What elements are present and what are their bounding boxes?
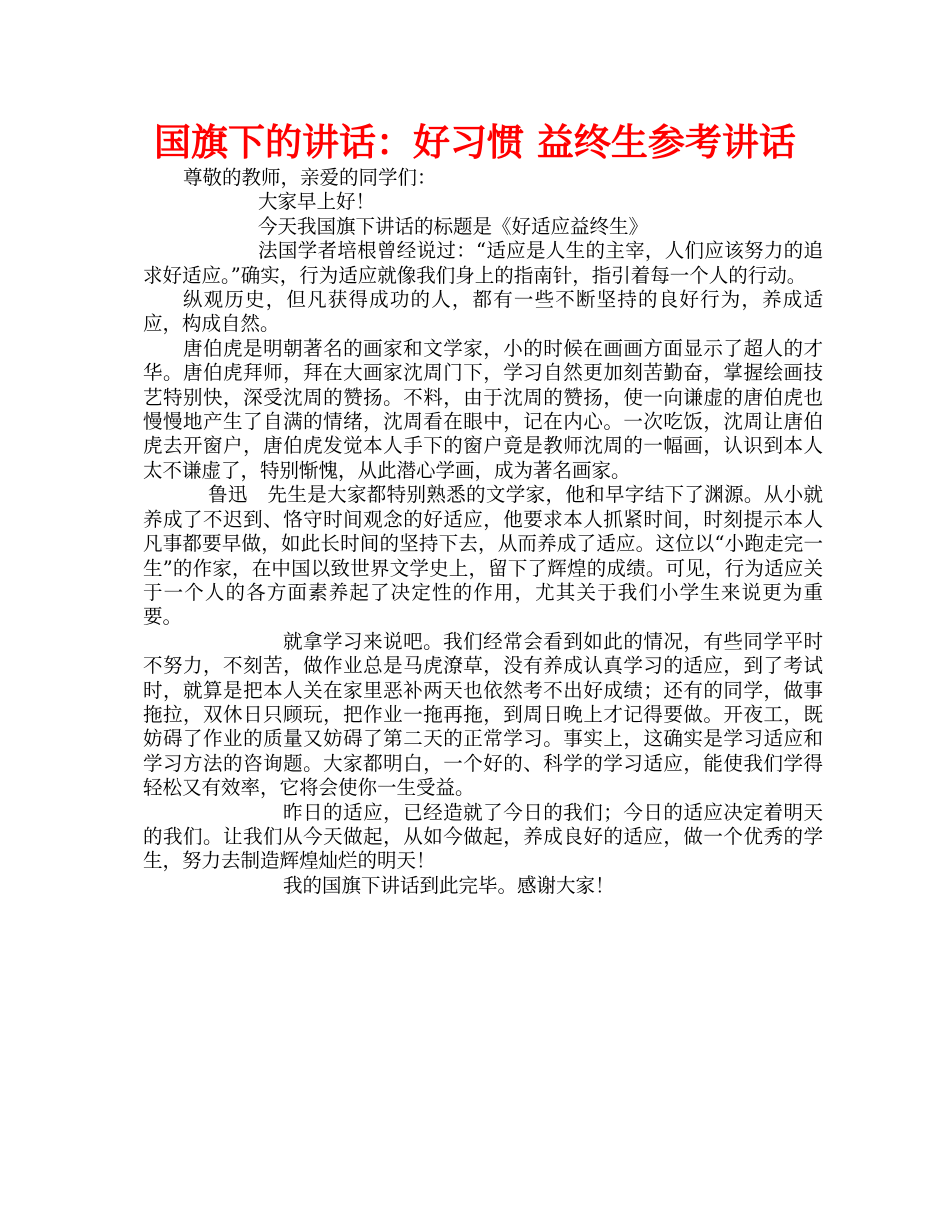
paragraph-lu-xun: 鲁迅 先生是大家都特别熟悉的文学家，他和早字结下了渊源。从小就养成了不迟到、恪守时间观念的好适应，他要求本人抓紧时间，时刻提示本人凡事都要早做，如此长时间的坚持下去，从而养成了适应。这位以“小跑走完一生”的作家，在中国以致世界文学史上，留下了辉煌的成绩。可见，行为适应关于一个人的各方面素养起了决定性的作用，尤其关于我们小学生来说更为重要。 — [143, 483, 823, 629]
document-title: 国旗下的讲话：好习惯 益终生参考讲话 — [154, 121, 796, 164]
paragraph-conclusion: 昨日的适应，已经造就了今日的我们；今日的适应决定着明天的我们。让我们从今天做起，从如今做起，养成良好的适应，做一个优秀的学生，努力去制造辉煌灿烂的明天！ — [143, 800, 823, 873]
paragraph-history: 纵观历史，但凡获得成功的人，都有一些不断坚持的良好行为，养成适应，构成自然。 — [143, 288, 823, 336]
speech-topic: 今天我国旗下讲话的标题是《好适应益终生》 — [258, 214, 649, 238]
paragraph-study-habits: 就拿学习来说吧。我们经常会看到如此的情况，有些同学平时不努力，不刻苦，做作业总是马虎潦草，没有养成认真学习的适应，到了考试时，就算是把本人关在家里恶补两天也依然考不出好成绩；还有的同学，做事拖拉，双休日只顾玩，把作业一拖再拖，到周日晚上才记得要做。开夜工，既妨碍了作业的质量又妨碍了第二天的正常学习。事实上，这确实是学习适应和学习方法的咨询题。大家都明白，一个好的、科学的学习适应，能使我们学得轻松又有效率，它将会使你一生受益。 — [143, 629, 823, 800]
closing-line: 我的国旗下讲话到此完毕。感谢大家！ — [283, 873, 615, 897]
paragraph-tang-bohu: 唐伯虎是明朝著名的画家和文学家，小的时候在画画方面显示了超人的才华。唐伯虎拜师，拜在大画家沈周门下，学习自然更加刻苦勤奋，掌握绘画技艺特别快，深受沈周的赞扬。不料，由于沈周的赞扬，使一向谦虚的唐伯虎也慢慢地产生了自满的情绪，沈周看在眼中，记在内心。一次吃饭，沈周让唐伯虎去开窗户，唐伯虎发觉本人手下的窗户竟是教师沈周的一幅画，认识到本人太不谦虚了，特别惭愧，从此潜心学画，成为著名画家。 — [143, 336, 823, 482]
salutation: 尊敬的教师，亲爱的同学们： — [183, 166, 437, 189]
paragraph-bacon-quote: 法国学者培根曾经说过：“适应是人生的主宰，人们应该努力的追求好适应。”确实，行为适应就像我们身上的指南针，指引着每一个人的行动。 — [143, 239, 823, 287]
document-body — [143, 166, 823, 898]
greeting: 大家早上好！ — [258, 190, 376, 214]
